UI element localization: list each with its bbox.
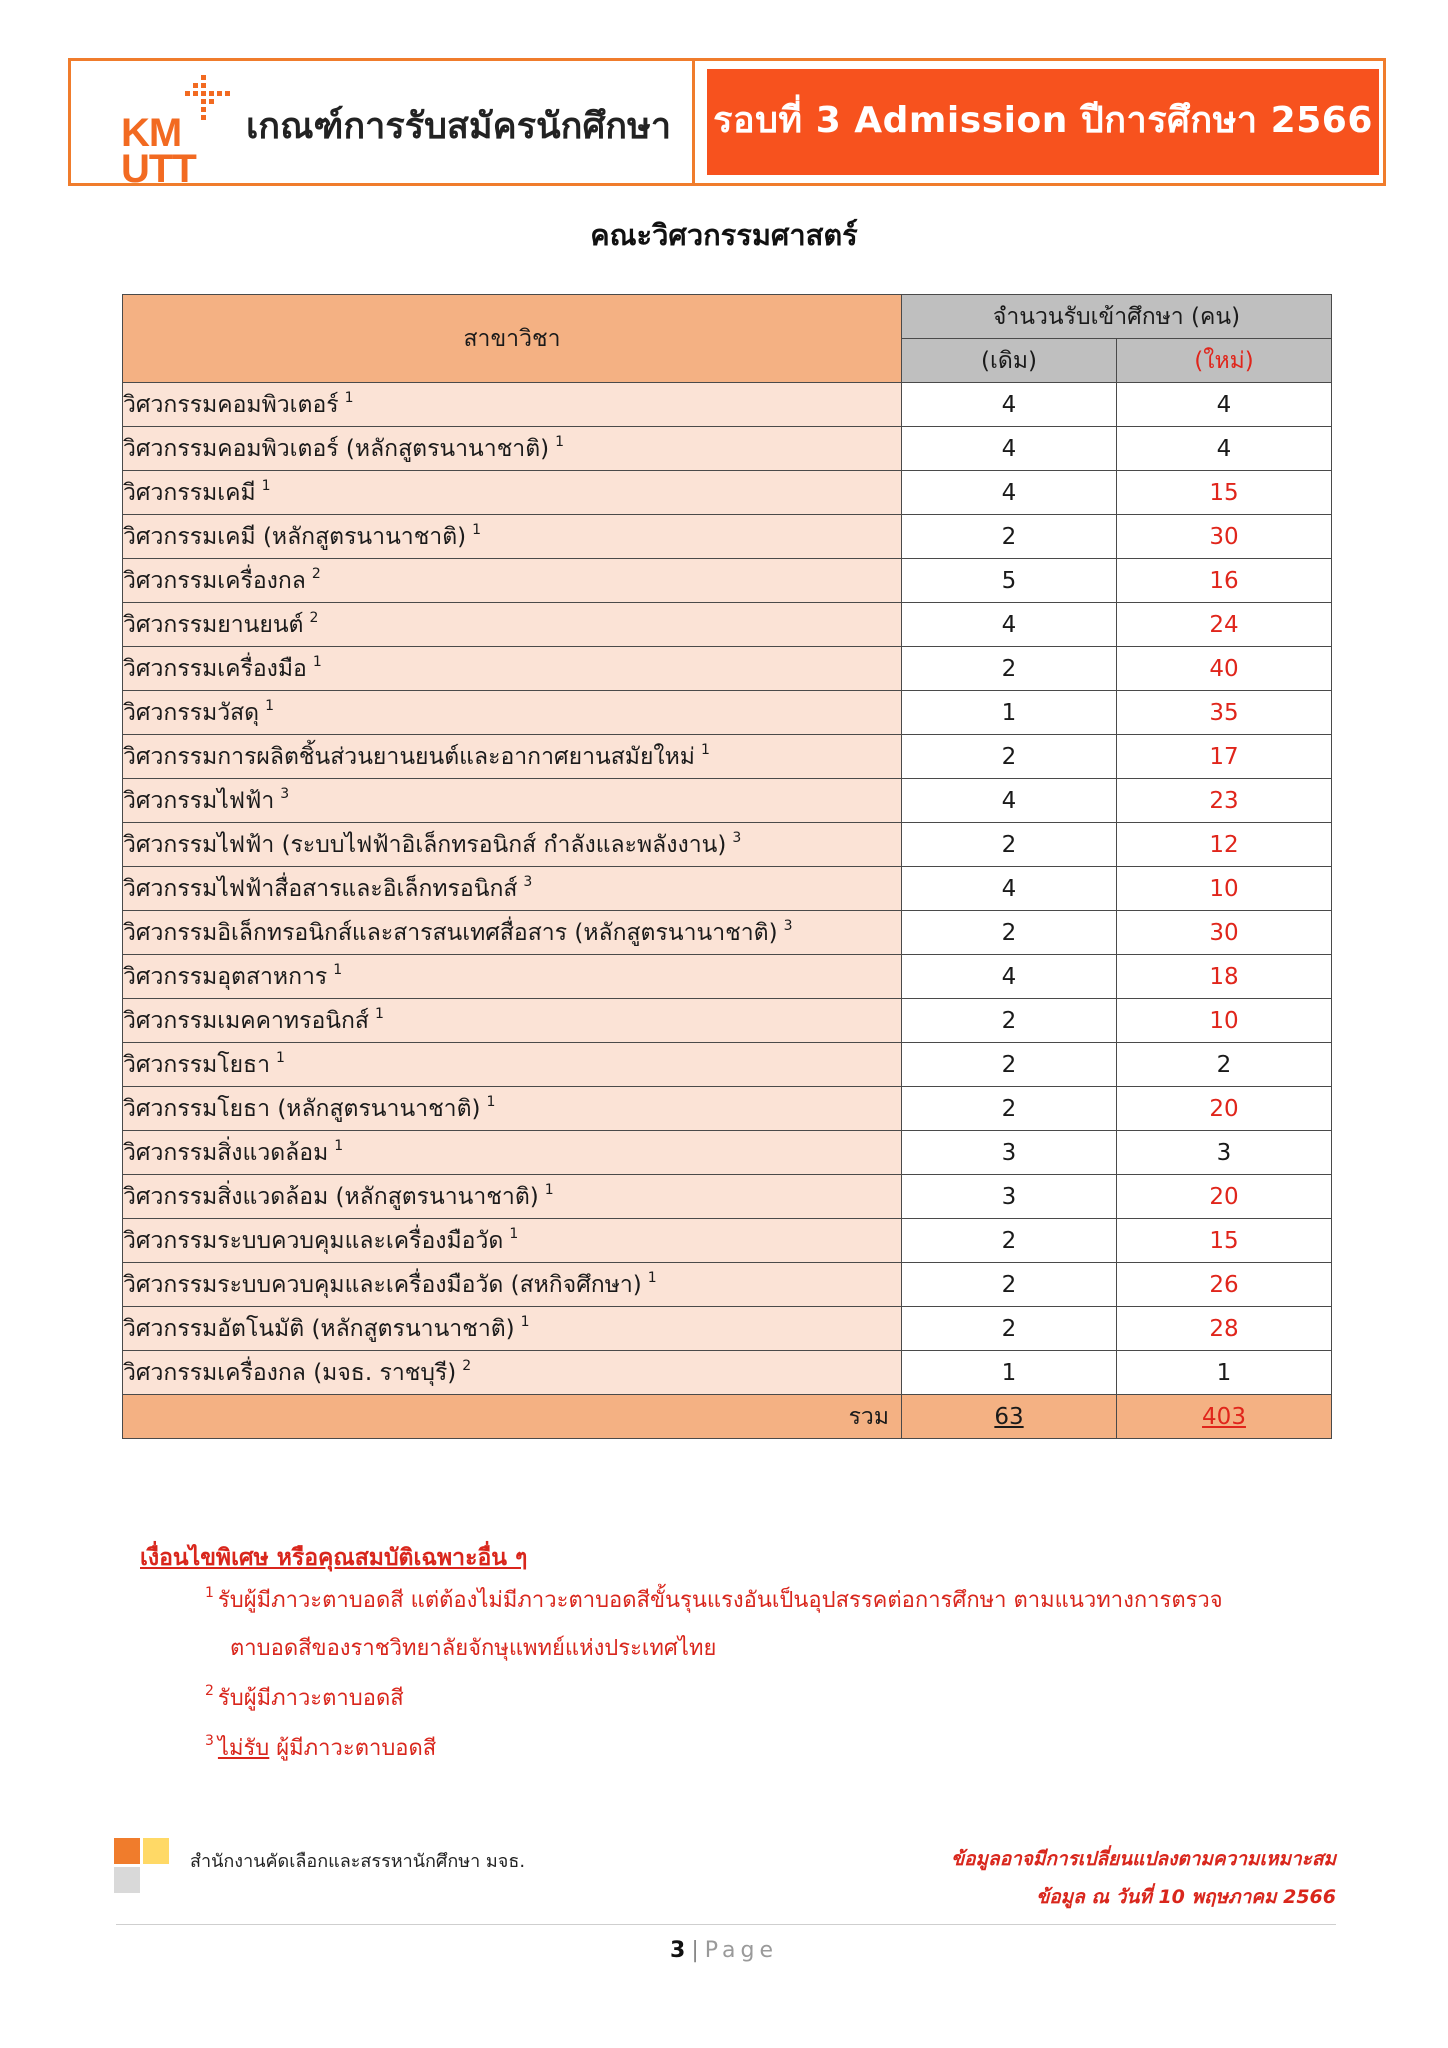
table-row — [123, 603, 1332, 647]
footer-square-orange — [114, 1838, 140, 1864]
note-1-line-2: ตาบอดสีของราชวิทยาลัยจักษุแพทย์แห่งประเทศไทย — [230, 1636, 717, 1661]
table-row — [123, 1263, 1332, 1307]
table-row — [123, 427, 1332, 471]
quota-old-cell: 5 — [902, 559, 1117, 603]
quota-old-cell: 1 — [902, 1351, 1117, 1395]
quota-new-cell: 15 — [1117, 471, 1332, 515]
major-name-cell: วิศวกรรมสิ่งแวดล้อม (หลักสูตรนานาชาติ) $^1$ — [123, 1175, 902, 1219]
major-name-cell: วิศวกรรมไฟฟ้า (ระบบไฟฟ้าอิเล็กทรอนิกส์ กำลังและพลังงาน) $^3$ — [123, 823, 902, 867]
quota-new-cell: 26 — [1117, 1263, 1332, 1307]
table-row — [123, 1307, 1332, 1351]
table-row — [123, 383, 1332, 427]
total-old: 63 — [902, 1395, 1117, 1439]
quota-old-cell: 4 — [902, 603, 1117, 647]
quota-new-cell: 28 — [1117, 1307, 1332, 1351]
quota-old-cell: 4 — [902, 955, 1117, 999]
major-name-cell: วิศวกรรมระบบควบคุมและเครื่องมือวัด $^1$ — [123, 1219, 902, 1263]
footer-square-gray — [114, 1867, 140, 1893]
quota-new-cell: 30 — [1117, 911, 1332, 955]
note-3: $^3$ ไม่รับ ผู้มีภาวะตาบอดสี — [205, 1733, 437, 1761]
major-name-cell: วิศวกรรมเครื่องมือ $^1$ — [123, 647, 902, 691]
table-row — [123, 515, 1332, 559]
note-2: $^2$ รับผู้มีภาวะตาบอดสี — [205, 1683, 404, 1711]
page-number: 3 | Page — [670, 1938, 778, 1963]
round-banner — [707, 69, 1379, 175]
major-name-cell: วิศวกรรมระบบควบคุมและเครื่องมือวัด (สหกิจศึกษา) $^1$ — [123, 1263, 902, 1307]
quota-new-cell: 35 — [1117, 691, 1332, 735]
major-name-cell: วิศวกรรมเครื่องกล $^2$ — [123, 559, 902, 603]
footer-disclaimer: ข้อมูลอาจมีการเปลี่ยนแปลงตามความเหมาะสม — [951, 1848, 1336, 1870]
total-label: รวม — [123, 1395, 902, 1439]
quota-old-cell: 2 — [902, 1043, 1117, 1087]
quota-new-cell: 15 — [1117, 1219, 1332, 1263]
quota-old-cell: 2 — [902, 515, 1117, 559]
quota-old-cell: 2 — [902, 1219, 1117, 1263]
note-1-line-1: $^1$ รับผู้มีภาวะตาบอดสี แต่ต้องไม่มีภาวะตาบอดสีขั้นรุนแรงอันเป็นอุปสรรคต่อการศึกษา ตามแนวทางการตรวจ — [205, 1585, 1223, 1613]
major-name-cell: วิศวกรรมคอมพิวเตอร์ $^1$ — [123, 383, 902, 427]
quota-new-cell: 17 — [1117, 735, 1332, 779]
table-row — [123, 735, 1332, 779]
major-name-cell: วิศวกรรมอัตโนมัติ (หลักสูตรนานาชาติ) $^1$ — [123, 1307, 902, 1351]
page-header — [68, 58, 1386, 191]
major-name-cell: วิศวกรรมวัสดุ $^1$ — [123, 691, 902, 735]
quota-new-cell: 10 — [1117, 999, 1332, 1043]
total-row — [123, 1395, 1332, 1439]
quota-old-cell: 2 — [902, 1307, 1117, 1351]
table-row — [123, 867, 1332, 911]
quota-old-cell: 2 — [902, 1087, 1117, 1131]
major-name-cell: วิศวกรรมเครื่องกล (มจธ. ราชบุรี) $^2$ — [123, 1351, 902, 1395]
footer-divider — [116, 1924, 1336, 1925]
major-name-cell: วิศวกรรมคอมพิวเตอร์ (หลักสูตรนานาชาติ) $^1$ — [123, 427, 902, 471]
quota-new-cell: 20 — [1117, 1175, 1332, 1219]
logo-text-utt: UTT — [121, 147, 196, 191]
quota-old-cell: 4 — [902, 867, 1117, 911]
major-name-cell: วิศวกรรมอุตสาหการ $^1$ — [123, 955, 902, 999]
table-row — [123, 1351, 1332, 1395]
header-divider — [692, 61, 695, 183]
table-body — [123, 383, 1332, 1395]
table-row — [123, 1043, 1332, 1087]
quota-new-cell: 12 — [1117, 823, 1332, 867]
major-name-cell: วิศวกรรมเมคคาทรอนิกส์ $^1$ — [123, 999, 902, 1043]
quota-new-cell: 24 — [1117, 603, 1332, 647]
quota-old-cell: 4 — [902, 427, 1117, 471]
quota-new-cell: 4 — [1117, 427, 1332, 471]
quota-old-cell: 2 — [902, 735, 1117, 779]
admission-quota-table — [122, 294, 1332, 1439]
major-name-cell: วิศวกรรมสิ่งแวดล้อม $^1$ — [123, 1131, 902, 1175]
table-row — [123, 1175, 1332, 1219]
footer-office: สำนักงานคัดเลือกและสรรหานักศึกษา มจธ. — [190, 1851, 526, 1872]
table-row — [123, 647, 1332, 691]
quota-new-cell: 23 — [1117, 779, 1332, 823]
quota-old-cell: 2 — [902, 647, 1117, 691]
table-row — [123, 1131, 1332, 1175]
table-row — [123, 471, 1332, 515]
major-name-cell: วิศวกรรมโยธา $^1$ — [123, 1043, 902, 1087]
major-name-cell: วิศวกรรมไฟฟ้า $^3$ — [123, 779, 902, 823]
major-name-cell: วิศวกรรมไฟฟ้าสื่อสารและอิเล็กทรอนิกส์ $^3$ — [123, 867, 902, 911]
quota-new-cell: 10 — [1117, 867, 1332, 911]
quota-new-cell: 4 — [1117, 383, 1332, 427]
quota-new-cell: 40 — [1117, 647, 1332, 691]
column-header-quota-group: จำนวนรับเข้าศึกษา (คน) — [902, 295, 1332, 339]
quota-new-cell: 20 — [1117, 1087, 1332, 1131]
table-row — [123, 779, 1332, 823]
quota-old-cell: 4 — [902, 779, 1117, 823]
column-header-new: (ใหม่) — [1117, 339, 1332, 383]
quota-old-cell: 4 — [902, 383, 1117, 427]
major-name-cell: วิศวกรรมยานยนต์ $^2$ — [123, 603, 902, 647]
table-row — [123, 823, 1332, 867]
quota-old-cell: 2 — [902, 823, 1117, 867]
major-name-cell: วิศวกรรมการผลิตชิ้นส่วนยานยนต์และอากาศยานสมัยใหม่ $^1$ — [123, 735, 902, 779]
table-row — [123, 559, 1332, 603]
logo-text-km: KM — [121, 111, 182, 155]
major-name-cell: วิศวกรรมเคมี $^1$ — [123, 471, 902, 515]
quota-new-cell: 1 — [1117, 1351, 1332, 1395]
total-new: 403 — [1117, 1395, 1332, 1439]
quota-old-cell: 3 — [902, 1175, 1117, 1219]
header-title: เกณฑ์การรับสมัครนักศึกษา — [246, 106, 672, 147]
column-header-major: สาขาวิชา — [123, 295, 902, 383]
quota-old-cell: 2 — [902, 911, 1117, 955]
quota-old-cell: 1 — [902, 691, 1117, 735]
quota-old-cell: 3 — [902, 1131, 1117, 1175]
logo-dots-icon — [173, 75, 235, 131]
table-row — [123, 1219, 1332, 1263]
quota-new-cell: 30 — [1117, 515, 1332, 559]
table-row — [123, 955, 1332, 999]
quota-old-cell: 2 — [902, 1263, 1117, 1307]
footer-square-yellow — [143, 1838, 169, 1864]
table-row — [123, 999, 1332, 1043]
table-row — [123, 691, 1332, 735]
footer-date: ข้อมูล ณ วันที่ 10 พฤษภาคม 2566 — [1036, 1886, 1336, 1908]
faculty-title: คณะวิศวกรรมศาสตร์ — [590, 218, 858, 252]
kmutt-logo — [121, 75, 231, 191]
quota-old-cell: 4 — [902, 471, 1117, 515]
table-row — [123, 1087, 1332, 1131]
column-header-old: (เดิม) — [902, 339, 1117, 383]
table-row — [123, 911, 1332, 955]
round-banner-text: รอบที่ 3 Admission ปีการศึกษา 2566 — [713, 100, 1373, 141]
major-name-cell: วิศวกรรมอิเล็กทรอนิกส์และสารสนเทศสื่อสาร (หลักสูตรนานาชาติ) $^3$ — [123, 911, 902, 955]
quota-new-cell: 2 — [1117, 1043, 1332, 1087]
major-name-cell: วิศวกรรมโยธา (หลักสูตรนานาชาติ) $^1$ — [123, 1087, 902, 1131]
quota-old-cell: 2 — [902, 999, 1117, 1043]
quota-new-cell: 16 — [1117, 559, 1332, 603]
quota-new-cell: 3 — [1117, 1131, 1332, 1175]
major-name-cell: วิศวกรรมเคมี (หลักสูตรนานาชาติ) $^1$ — [123, 515, 902, 559]
special-conditions-title: เงื่อนไขพิเศษ หรือคุณสมบัติเฉพาะอื่น ๆ — [140, 1545, 528, 1571]
quota-new-cell: 18 — [1117, 955, 1332, 999]
